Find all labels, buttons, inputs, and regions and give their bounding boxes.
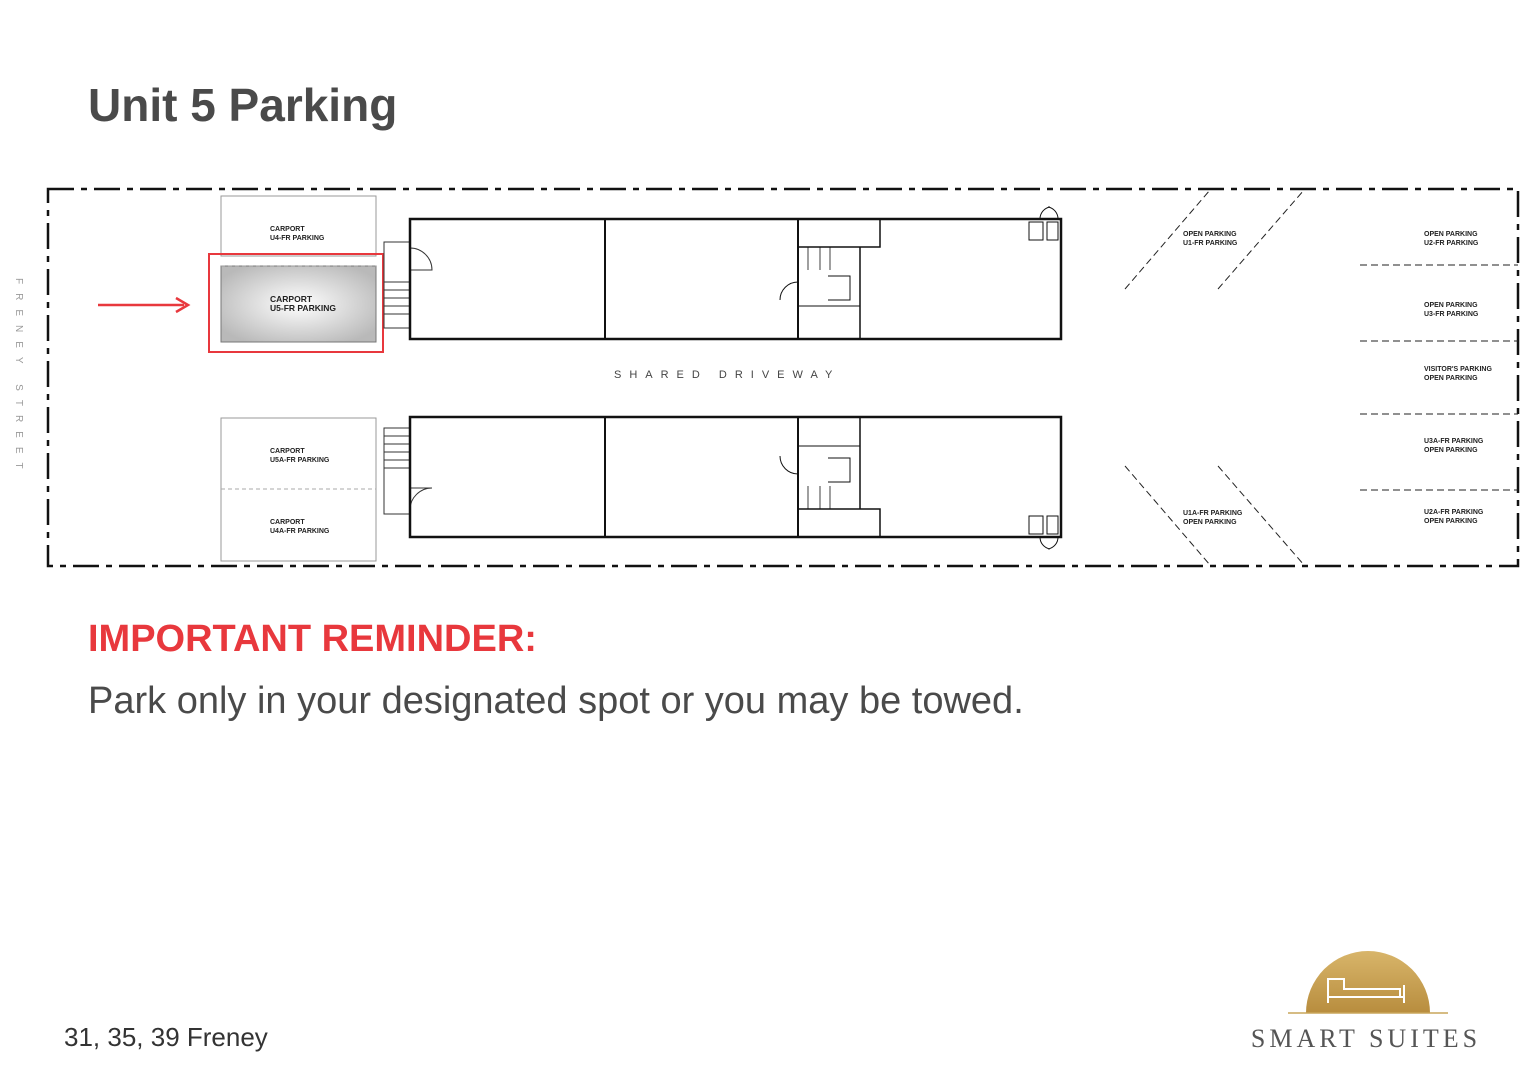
carport-u4a-label-2: U4A-FR PARKING bbox=[270, 528, 330, 535]
reminder-text: Park only in your designated spot or you may be towed. bbox=[88, 680, 1024, 722]
carport-u4-label-1: CARPORT bbox=[270, 226, 305, 233]
carport-u5a-label-2: U5A-FR PARKING bbox=[270, 457, 330, 464]
page-title: Unit 5 Parking bbox=[88, 79, 398, 131]
open-u1-label-2: U1-FR PARKING bbox=[1183, 240, 1238, 247]
carport-u5a-u4a bbox=[221, 418, 376, 561]
open-u2a-label-2: OPEN PARKING bbox=[1424, 518, 1478, 525]
open-u2-label-2: U2-FR PARKING bbox=[1424, 240, 1479, 247]
open-u3-label-1: OPEN PARKING bbox=[1424, 302, 1478, 309]
open-u1-label-1: OPEN PARKING bbox=[1183, 231, 1237, 238]
open-u2-label-1: OPEN PARKING bbox=[1424, 231, 1478, 238]
street-label: FRENEY STREET bbox=[13, 278, 24, 478]
reminder-heading: IMPORTANT REMINDER: bbox=[88, 618, 537, 660]
building-bottom bbox=[410, 417, 1061, 549]
carport-u5-label-1: CARPORT bbox=[270, 294, 313, 304]
building-top bbox=[410, 207, 1061, 339]
carport-u5 bbox=[209, 254, 383, 352]
open-u3-label-2: U3-FR PARKING bbox=[1424, 311, 1479, 318]
open-u2a-label-1: U2A-FR PARKING bbox=[1424, 509, 1484, 516]
open-u3a-label-2: OPEN PARKING bbox=[1424, 447, 1478, 454]
arrow-right-icon bbox=[98, 298, 188, 312]
brand-name: SMART SUITES bbox=[1250, 1024, 1482, 1053]
driveway-label: SHARED DRIVEWAY bbox=[614, 369, 841, 381]
carport-u5a-label-1: CARPORT bbox=[270, 448, 305, 455]
open-u1a-label-2: OPEN PARKING bbox=[1183, 519, 1237, 526]
carport-u4-label-2: U4-FR PARKING bbox=[270, 235, 325, 242]
address: 31, 35, 39 Freney bbox=[64, 1022, 268, 1052]
carport-u4a-label-1: CARPORT bbox=[270, 519, 305, 526]
carport-u5-label-2: U5-FR PARKING bbox=[270, 303, 336, 313]
visitor-label-1: VISITOR'S PARKING bbox=[1424, 366, 1492, 373]
open-u1a-label-1: U1A-FR PARKING bbox=[1183, 510, 1243, 517]
open-u3a-label-1: U3A-FR PARKING bbox=[1424, 438, 1484, 445]
stairs-top bbox=[384, 242, 432, 328]
visitor-label-2: OPEN PARKING bbox=[1424, 375, 1478, 382]
stairs-bottom bbox=[384, 428, 432, 514]
carport-u4 bbox=[221, 196, 376, 256]
